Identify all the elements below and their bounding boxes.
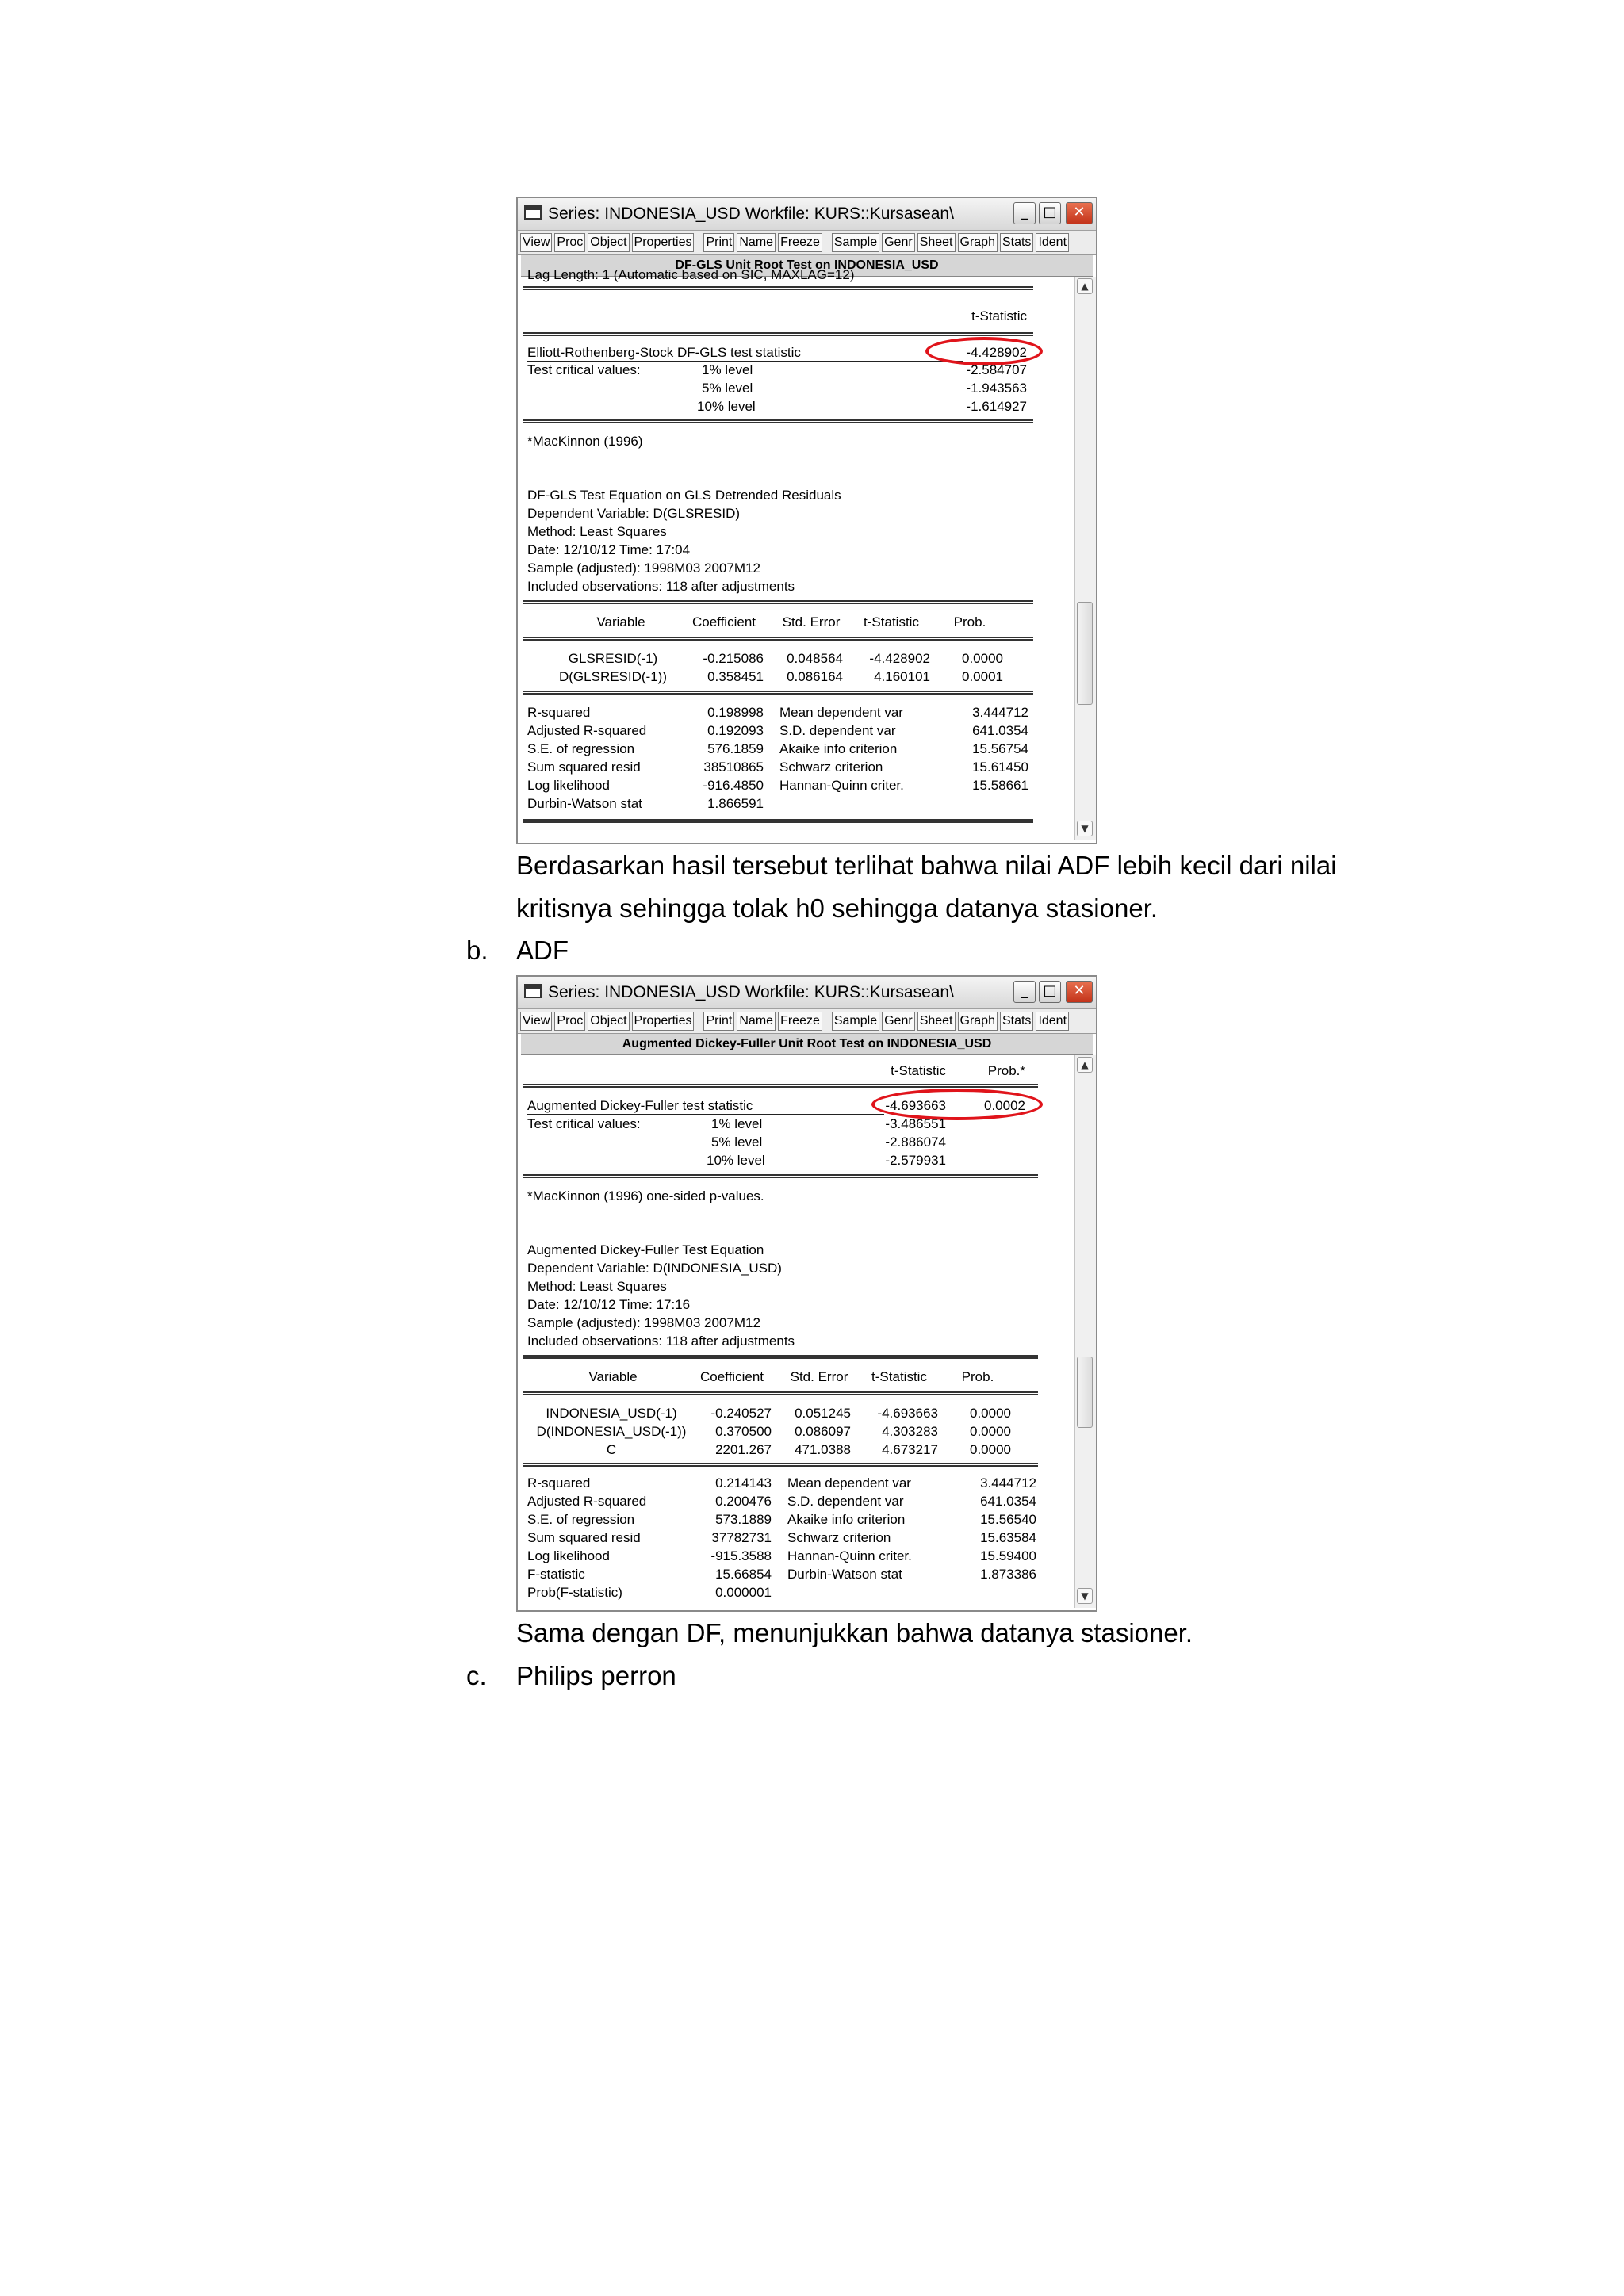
graph-button[interactable]: Graph [958,1012,998,1031]
prob-column-header: Prob.* [987,1063,1025,1078]
output-header: DF-GLS Unit Root Test on INDONESIA_USD [521,255,1093,277]
dfgls-toolbar [518,231,1096,255]
stats-button[interactable]: Stats [1000,1012,1033,1031]
name-button[interactable]: Name [737,1012,776,1031]
name-button[interactable]: Name [737,233,776,252]
stat-value: 573.1889 [715,1512,772,1527]
highlight-oval [925,337,1043,365]
tstat-column-header: t-Statistic [971,308,1027,323]
row-variable: INDONESIA_USD(-1) [546,1406,677,1421]
observations-line: Included observations: 118 after adjustments [527,1334,795,1349]
row-std-error: 0.086164 [787,669,843,684]
level-10pct: 10% level [707,1153,765,1168]
object-button[interactable]: Object [588,1012,629,1031]
date-line: Date: 12/10/12 Time: 17:16 [527,1297,691,1312]
row-coefficient: -0.240527 [710,1406,772,1421]
stat-label: Mean dependent var [787,1475,911,1490]
arrow-down-icon[interactable]: ▼ [1077,1588,1093,1604]
row-t-statistic: 4.673217 [882,1442,938,1457]
arrow-up-icon[interactable]: ▲ [1077,1057,1093,1073]
sample-line: Sample (adjusted): 1998M03 2007M12 [527,561,760,576]
stat-value: 1.866591 [707,796,764,811]
adf-toolbar [518,1009,1096,1034]
stat-value: 0.192093 [707,723,764,738]
highlight-oval [871,1089,1043,1120]
level-5pct: 5% level [711,1135,763,1150]
col-t-statistic: t-Statistic [871,1369,927,1384]
row-std-error: 0.051245 [795,1406,851,1421]
level-1pct: 1% level [711,1116,763,1131]
col-prob: Prob. [953,614,986,629]
critical-values-label: Test critical values: [527,362,641,377]
stat-label: Sum squared resid [527,1530,641,1545]
list-item-adf: ADF [516,936,569,965]
row-coefficient: 0.370500 [715,1424,772,1439]
adf-output [518,1055,1096,1608]
proc-button[interactable]: Proc [554,1012,585,1031]
properties-button[interactable]: Properties [632,233,695,252]
row-prob: 0.0000 [970,1442,1011,1457]
scrollbar-thumb[interactable] [1077,602,1093,705]
stat-label: S.E. of regression [527,1512,635,1527]
stat-value: 15.66854 [715,1567,772,1582]
critical-value-10pct: -1.614927 [966,399,1027,414]
tstat-column-header: t-Statistic [891,1063,946,1078]
dependent-variable: Dependent Variable: D(GLSRESID) [527,506,741,521]
genr-button[interactable]: Genr [882,1012,915,1031]
col-coefficient: Coefficient [691,614,756,629]
adf-window [516,975,1097,1612]
stat-value: 3.444712 [980,1475,1036,1490]
vertical-scrollbar[interactable] [1074,1055,1096,1608]
test-statistic-prob: 0.0002 [984,1098,1025,1113]
test-statistic-value: -4.693663 [885,1098,946,1113]
stat-value: 1.873386 [980,1567,1036,1582]
dependent-variable: Dependent Variable: D(INDONESIA_USD) [527,1261,782,1276]
genr-button[interactable]: Genr [882,233,915,252]
ident-button[interactable]: Ident [1036,233,1069,252]
stat-value: 15.63584 [980,1530,1036,1545]
stat-label: Schwarz criterion [779,760,883,775]
stat-label: Prob(F-statistic) [527,1585,622,1600]
output-header: Augmented Dickey-Fuller Unit Root Test on INDONESIA_USD [521,1034,1093,1055]
stat-label: Durbin-Watson stat [787,1567,902,1582]
paragraph-df-conclusion-line2: kritisnya sehingga tolak h0 sehingga datanya stasioner. [516,894,1159,923]
properties-button[interactable]: Properties [632,1012,695,1031]
freeze-button[interactable]: Freeze [778,1012,822,1031]
stat-value: 641.0354 [972,723,1028,738]
stat-label: Adjusted R-squared [527,723,647,738]
freeze-button[interactable]: Freeze [778,233,822,252]
stat-label: Schwarz criterion [787,1530,891,1545]
stat-value: -916.4850 [703,778,764,793]
row-prob: 0.0001 [962,669,1003,684]
level-10pct: 10% level [697,399,756,414]
print-button[interactable]: Print [703,233,734,252]
paragraph-adf-conclusion: Sama dengan DF, menunjukkan bahwa datanya stasioner. [516,1618,1193,1647]
ident-button[interactable]: Ident [1036,1012,1069,1031]
list-marker-c: c. [466,1661,487,1690]
date-line: Date: 12/10/12 Time: 17:04 [527,542,691,557]
stat-label: R-squared [527,1475,591,1490]
stat-value: 15.61450 [972,760,1028,775]
col-t-statistic: t-Statistic [864,614,919,629]
test-statistic-label: Augmented Dickey-Fuller test statistic [527,1098,753,1113]
row-coefficient: 0.358451 [707,669,764,684]
stat-value: 576.1859 [707,741,764,756]
stat-value: 38510865 [703,760,764,775]
stats-button[interactable]: Stats [1000,233,1033,252]
list-marker-b: b. [466,936,488,965]
dfgls-output [518,267,1096,840]
window-icon [524,984,542,998]
window-title: Series: INDONESIA_USD Workfile: KURS::Kursasean\ [548,205,954,223]
level-1pct: 1% level [702,362,753,377]
critical-value-1pct: -2.584707 [966,362,1027,377]
critical-value-5pct: -1.943563 [966,381,1027,396]
stat-label: Adjusted R-squared [527,1494,647,1509]
stat-label: Akaike info criterion [787,1512,906,1527]
method-line: Method: Least Squares [527,1279,667,1294]
row-prob: 0.0000 [962,651,1003,666]
col-std-error: Std. Error [790,1369,848,1384]
row-prob: 0.0000 [970,1424,1011,1439]
row-coefficient: 2201.267 [715,1442,772,1457]
stat-label: Sum squared resid [527,760,641,775]
critical-value-5pct: -2.886074 [885,1135,946,1150]
minimize-icon[interactable]: _ [1013,981,1036,1003]
col-std-error: Std. Error [782,614,841,629]
row-std-error: 0.048564 [787,651,843,666]
stat-value: 3.444712 [972,705,1028,720]
stat-value: 0.198998 [707,705,764,720]
stat-value: 15.56754 [972,741,1028,756]
dfgls-titlebar[interactable] [518,198,1096,231]
paragraph-df-conclusion-line1: Berdasarkan hasil tersebut terlihat bahwa nilai ADF lebih kecil dari nilai [516,851,1337,880]
graph-button[interactable]: Graph [958,233,998,252]
critical-values-label: Test critical values: [527,1116,641,1131]
list-item-philips-perron: Philips perron [516,1661,676,1690]
sheet-button[interactable]: Sheet [917,233,956,252]
stat-value: -915.3588 [710,1548,772,1563]
arrow-up-icon[interactable]: ▲ [1077,278,1093,294]
stat-value: 0.214143 [715,1475,772,1490]
stat-value: 37782731 [711,1530,772,1545]
arrow-down-icon[interactable]: ▼ [1077,821,1093,836]
test-statistic-label: Elliott-Rothenberg-Stock DF-GLS test statistic [527,345,801,360]
maximize-icon[interactable]: □ [1039,981,1061,1003]
col-prob: Prob. [961,1369,994,1384]
mackinnon-note: *MacKinnon (1996) one-sided p-values. [527,1188,764,1203]
row-variable: D(GLSRESID(-1)) [558,669,667,684]
col-coefficient: Coefficient [699,1369,764,1384]
stat-value: 15.58661 [972,778,1028,793]
equation-title: DF-GLS Test Equation on GLS Detrended Residuals [527,488,841,503]
row-variable: C [606,1442,617,1457]
equation-title: Augmented Dickey-Fuller Test Equation [527,1242,764,1257]
stat-value: 0.000001 [715,1585,772,1600]
row-std-error: 0.086097 [795,1424,851,1439]
view-button[interactable]: View [520,233,552,252]
stat-label: S.E. of regression [527,741,635,756]
proc-button[interactable]: Proc [554,233,585,252]
maximize-icon[interactable]: □ [1039,202,1061,224]
vertical-scrollbar[interactable] [1074,277,1096,840]
method-line: Method: Least Squares [527,524,667,539]
col-variable: Variable [596,614,645,629]
row-t-statistic: 4.303283 [882,1424,938,1439]
stat-value: 0.200476 [715,1494,772,1509]
col-variable: Variable [588,1369,638,1384]
lag-length-line: Lag Length: 1 (Automatic based on SIC, MAXLAG=12) [527,267,855,282]
stat-value: 641.0354 [980,1494,1036,1509]
row-std-error: 471.0388 [795,1442,851,1457]
row-prob: 0.0000 [970,1406,1011,1421]
dfgls-window [516,197,1097,844]
stat-label: Akaike info criterion [779,741,898,756]
scrollbar-thumb[interactable] [1077,1357,1093,1428]
sample-button[interactable]: Sample [832,233,879,252]
row-variable: GLSRESID(-1) [568,651,658,666]
print-button[interactable]: Print [703,1012,734,1031]
adf-titlebar[interactable] [518,977,1096,1009]
stat-label: Mean dependent var [779,705,903,720]
mackinnon-note: *MacKinnon (1996) [527,434,643,449]
stat-value: 15.56540 [980,1512,1036,1527]
stat-label: Hannan-Quinn criter. [787,1548,912,1563]
sample-line: Sample (adjusted): 1998M03 2007M12 [527,1315,760,1330]
critical-value-1pct: -3.486551 [885,1116,946,1131]
stat-label: F-statistic [527,1567,585,1582]
sample-button[interactable]: Sample [832,1012,879,1031]
close-icon[interactable]: ✕ [1066,981,1093,1003]
stat-label: R-squared [527,705,591,720]
stat-label: Log likelihood [527,1548,610,1563]
level-5pct: 5% level [702,381,753,396]
stat-value: 15.59400 [980,1548,1036,1563]
close-icon[interactable]: ✕ [1066,202,1093,224]
view-button[interactable]: View [520,1012,552,1031]
stat-label: Durbin-Watson stat [527,796,642,811]
row-variable: D(INDONESIA_USD(-1)) [536,1424,687,1439]
sheet-button[interactable]: Sheet [917,1012,956,1031]
test-statistic-value: -4.428902 [966,345,1027,360]
window-title: Series: INDONESIA_USD Workfile: KURS::Kursasean\ [548,983,954,1001]
row-t-statistic: -4.693663 [877,1406,938,1421]
stat-label: Hannan-Quinn criter. [779,778,904,793]
stat-label: S.D. dependent var [779,723,896,738]
stat-label: Log likelihood [527,778,610,793]
critical-value-10pct: -2.579931 [885,1153,946,1168]
row-coefficient: -0.215086 [703,651,764,666]
window-icon [524,205,542,220]
stat-label: S.D. dependent var [787,1494,904,1509]
observations-line: Included observations: 118 after adjustments [527,579,795,594]
object-button[interactable]: Object [588,233,629,252]
minimize-icon[interactable]: _ [1013,202,1036,224]
row-t-statistic: 4.160101 [874,669,930,684]
row-t-statistic: -4.428902 [869,651,930,666]
